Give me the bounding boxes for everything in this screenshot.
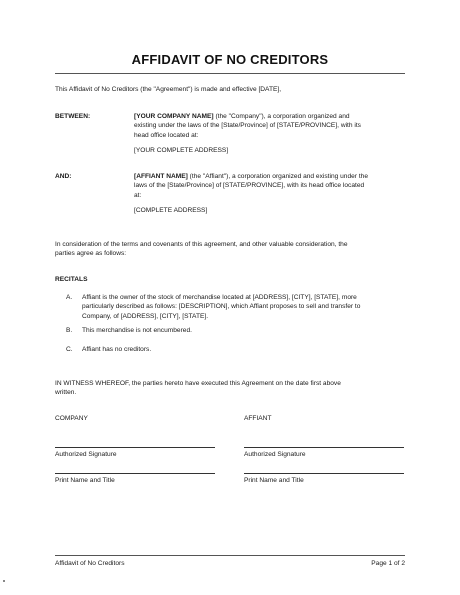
company-print-name-title: Print Name and Title (55, 477, 115, 484)
recital-letter: A. (66, 294, 73, 301)
company-name-placeholder: [YOUR COMPANY NAME] (134, 113, 214, 120)
consideration-line1: In consideration of the terms and covenants of this agreement, and other valuable consideration, the (55, 241, 348, 248)
company-signature-line (55, 447, 215, 448)
affiant-party-line1-rest: (the "Affiant"), a corporation organized and existing under the (187, 173, 368, 180)
consideration-line2: parties agree as follows: (55, 250, 127, 258)
document-title: AFFIDAVIT OF NO CREDITORS (131, 52, 329, 67)
company-party-line3: head office located at: (134, 131, 199, 139)
affiant-signature-line (244, 447, 404, 448)
affiant-signature-label: AFFIANT (244, 415, 272, 422)
witness-line1: IN WITNESS WHEREOF, the parties hereto have executed this Agreement on the date first above (55, 380, 341, 387)
recital-letter: B. (66, 327, 73, 334)
company-signature-label: COMPANY (55, 415, 88, 422)
recital-letter: C. (66, 346, 73, 353)
recital-b-line1: This merchandise is not encumbered. (82, 327, 192, 334)
footer-page-number: Page 1 of 2 (371, 560, 405, 567)
company-party-line1 (134, 112, 350, 121)
affiant-address: [COMPLETE ADDRESS] (134, 207, 208, 214)
intro-paragraph: This Affidavit of No Creditors (the "Agreement") is made and effective [DATE], (55, 86, 282, 93)
recital-a-line1: Affiant is the owner of the stock of merchandise located at [ADDRESS], [CITY], [STATE], more (82, 294, 357, 301)
affiant-party-line3: at: (134, 191, 142, 199)
affiant-print-name-title: Print Name and Title (244, 477, 304, 484)
footer-document-name: Affidavit of No Creditors (55, 560, 125, 567)
affiant-party-line2: laws of the [State/Province] of [STATE/PROVINCE], with its head office located (134, 182, 365, 190)
recital-a-line3: Company, of [ADDRESS], [CITY], [STATE]. (82, 312, 209, 320)
recitals-heading: RECITALS (55, 276, 88, 283)
company-print-name-line (55, 473, 215, 474)
company-party-line2: existing under the laws of the [State/Province] of [STATE/PROVINCE], with its (134, 122, 361, 130)
recital-a-line2: particularly described as follows: [DESCRIPTION], which Affiant proposes to sell and transfer to (82, 303, 361, 311)
between-label: BETWEEN: (55, 113, 91, 120)
company-party-line1-rest: (the "Company"), a corporation organized and (213, 113, 350, 120)
page-edge-mark (3, 580, 5, 582)
company-address: [YOUR COMPLETE ADDRESS] (134, 147, 229, 154)
affiant-party-line1 (134, 172, 368, 181)
affiant-print-name-line (244, 473, 404, 474)
affiant-name-placeholder: [AFFIANT NAME] (134, 173, 188, 180)
company-authorized-signature: Authorized Signature (55, 451, 117, 458)
affiant-authorized-signature: Authorized Signature (244, 451, 306, 458)
recital-c-line1: Affiant has no creditors. (82, 346, 152, 353)
witness-line2: written. (55, 389, 77, 397)
footer-divider (55, 555, 405, 556)
title-divider (55, 73, 405, 74)
and-label: AND: (55, 173, 72, 180)
